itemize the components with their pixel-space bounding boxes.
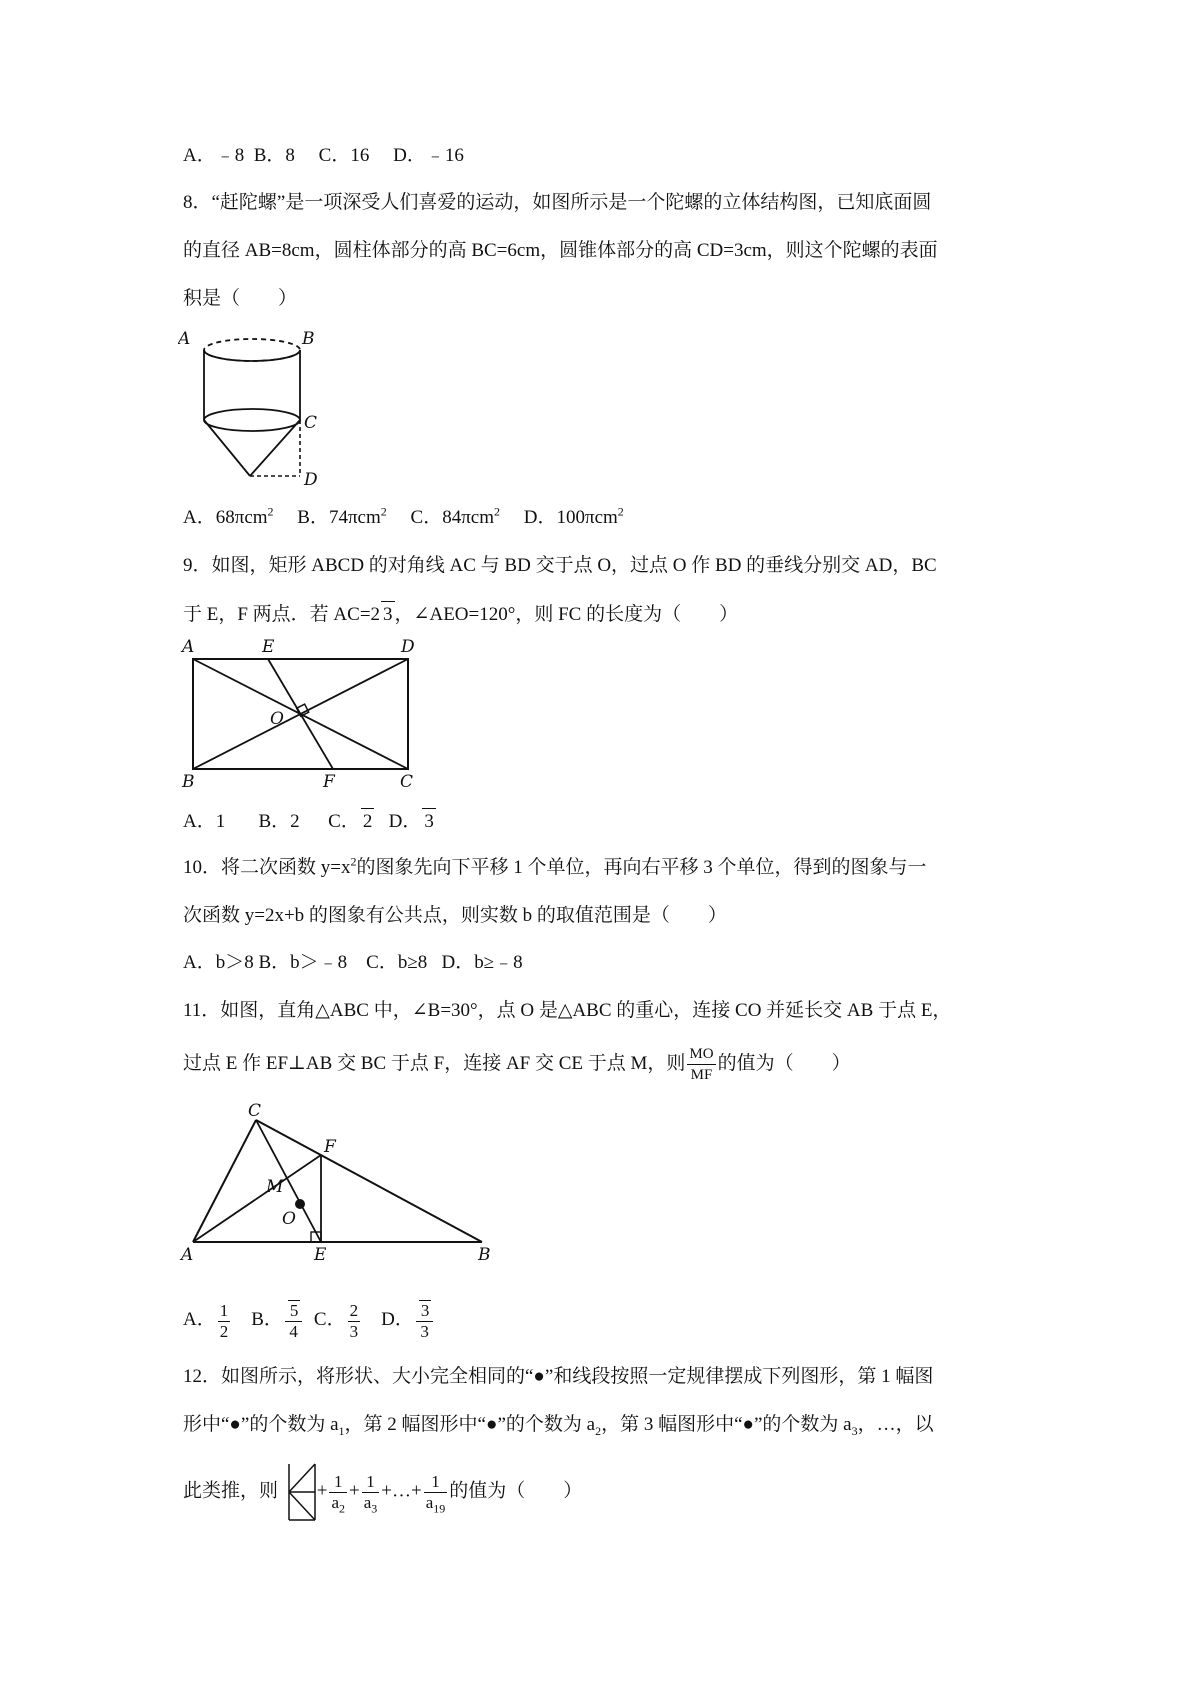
q9-option-d: D． 3 (389, 811, 436, 832)
q11-text-line2: 过点 E 作 EF⊥AB 交 BC 于点 F，连接 AF 交 CE 于点 M，则 $\frac{MO}{MF}$ 的值为（ ） (183, 1046, 851, 1083)
q9-option-c: C． 2 (328, 811, 374, 832)
q8-options (183, 505, 624, 531)
q9-text-line1: 9．如图，矩形 ABCD 的对角线 AC 与 BD 交于点 O，过点 O 作 BD 的垂线分别交 AD，BC (183, 555, 937, 576)
q8-option-b: B．74πcm$^2$ (297, 504, 387, 528)
q9-option-b: B．2 (258, 811, 300, 832)
q8-top-ellipse-front (204, 350, 300, 361)
q9-label-e: E (262, 637, 275, 657)
q9-text-line2: 于 E，F 两点．若 AC=2 3 ，∠AEO=120°，则 FC 的长度为（ ） (183, 601, 738, 628)
q11-triangle-figure (178, 1102, 508, 1262)
q11-line-af (193, 1155, 321, 1242)
q11-label-f: F (324, 1137, 336, 1157)
q11-side-ac (193, 1120, 256, 1242)
q10-option-d: D．b≥﹣8 (441, 952, 523, 973)
q8-text-line2: 的直径 AB=8cm，圆柱体部分的高 BC=6cm，圆锥体部分的高 CD=3cm，则这个陀螺的表面 (183, 240, 938, 261)
q11-label-o: O (282, 1209, 296, 1229)
q11-text-line1: 11．如图，直角△ABC 中，∠B=30°，点 O 是△ABC 的重心，连接 CO 并延长交 AB 于点 E， (183, 1000, 952, 1021)
q12-figure-1 (283, 1462, 317, 1522)
q11-label-c: C (248, 1102, 262, 1121)
q11-label-a: A (181, 1245, 194, 1262)
q10-option-c: C．b≥8 (366, 952, 428, 973)
q11-label-b: B (478, 1245, 491, 1262)
q11-label-m: M (266, 1177, 284, 1197)
q7-option-d: D．﹣16 (393, 145, 464, 166)
q12-text-line2: 形中“●”的个数为 $a_1$，第 2 幅图形中“●”的个数为 $a_2$，第 3 幅图形中“●”的个数为 $a_3$，…，以 (183, 1414, 934, 1438)
q7-option-b: B．8 (253, 145, 295, 166)
q10-text-line2: 次函数 y=2x+b 的图象有公共点，则实数 b 的取值范围是（ ） (183, 905, 727, 926)
q8-option-a: A．68πcm$^2$ (183, 504, 274, 528)
q9-label-c: C (400, 772, 414, 789)
q11-options (183, 1300, 435, 1342)
q8-text-line1: 8．“赶陀螺”是一项深受人们喜爱的运动，如图所示是一个陀螺的立体结构图，已知底面圆 (183, 192, 932, 213)
q12-text-line1: 12．如图所示，将形状、大小完全相同的“●”和线段按照一定规律摆成下列图形，第 1 幅图 (183, 1366, 934, 1387)
q8-label-c: C (304, 413, 318, 433)
q8-bottom-ellipse (204, 409, 300, 431)
q7-option-c: C．16 (318, 145, 370, 166)
q9-options (183, 808, 436, 835)
q8-text-line3: 积是（ ） (183, 288, 298, 309)
q7-option-a: A．﹣8 (183, 145, 245, 166)
q11-label-e: E (314, 1245, 327, 1262)
q8-label-b: B (302, 330, 315, 349)
q7-options (183, 143, 464, 169)
q11-option-c: C． $\frac{2}{3}$ (313, 1300, 359, 1341)
q9-label-d: D (401, 637, 415, 657)
q9-label-a: A (182, 637, 195, 657)
q8-top-figure (178, 330, 328, 490)
q11-option-a: A． $\frac{1}{2}$ (183, 1300, 229, 1341)
q9-rectangle-figure (178, 634, 418, 789)
q10-option-b: B．b＞﹣8 (258, 952, 348, 973)
q10-options (183, 950, 523, 976)
q12-text-line3: 此类推，则 + $\frac{1}{a_2}$ + $\frac{1}{a_3}$ +…+ $\frac{1}{a_{19}}$ 的值为（ ） (183, 1462, 582, 1522)
q9-label-o: O (270, 709, 284, 729)
q8-label-a: A (178, 330, 191, 349)
q8-cone-right (250, 420, 300, 476)
q8-label-d: D (304, 470, 318, 490)
q11-centroid-dot (295, 1199, 305, 1209)
q11-option-d: D． $\frac{3}{3}$ (381, 1309, 435, 1330)
q10-option-a: A．b＞8 (183, 952, 254, 973)
q8-option-d: D．100πcm$^2$ (523, 504, 624, 528)
q9-label-b: B (182, 772, 195, 789)
q11-option-b: B． $\frac{5}{4}$ (251, 1309, 304, 1330)
q8-cone-left (204, 420, 250, 476)
q10-text-line1: 10．将二次函数 $y=x^2$的图象先向下平移 1 个单位，再向右平移 3 个单位，得到的图象与一 (183, 854, 927, 878)
q9-option-a: A．1 (183, 811, 226, 832)
q8-option-c: C．84πcm$^2$ (410, 504, 500, 528)
q9-label-f: F (323, 772, 335, 789)
